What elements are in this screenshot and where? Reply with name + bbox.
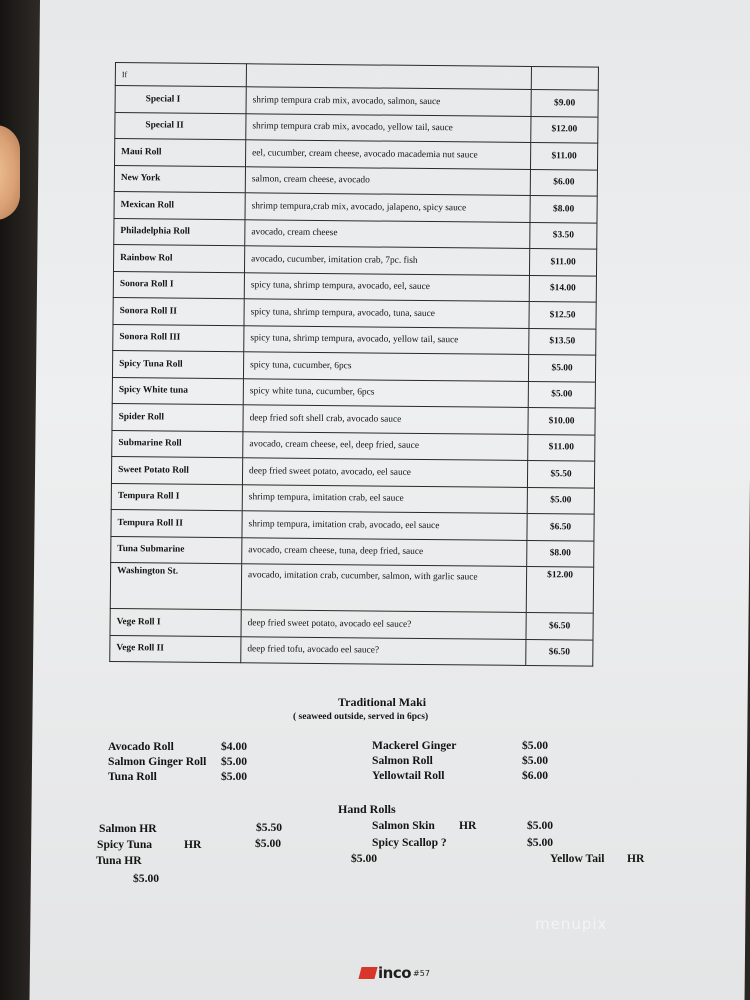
roll-description: spicy white tuna, cucumber, 6pcs: [243, 378, 528, 407]
roll-price: $11.00: [530, 142, 597, 169]
salmon-hr: Salmon HR: [99, 822, 157, 835]
table-row: [110, 635, 593, 666]
roll-price: $5.00: [528, 354, 595, 381]
roll-name: Tempura Roll I: [111, 483, 242, 511]
roll-name: Spicy Tuna Roll: [112, 350, 243, 378]
roll-description: avocado, cream cheese, eel, deep fried, sauce: [243, 431, 528, 460]
roll-price: $6.50: [526, 639, 593, 666]
maki-item-price: $5.00: [522, 739, 549, 752]
maki-item-name: Salmon Ginger Roll: [108, 755, 207, 768]
roll-description: deep fried sweet potato, avocado eel sauce?: [241, 610, 526, 639]
salmon-hr-price: $5.50: [256, 821, 283, 834]
watermark: menupix: [535, 915, 608, 933]
maki-item-price: $5.00: [221, 770, 248, 783]
roll-price: $13.50: [529, 328, 596, 355]
roll-name: Maui Roll: [115, 139, 246, 167]
maki-item-price: $6.00: [522, 769, 549, 782]
roll-description: avocado, cucumber, imitation crab, 7pc. fish: [244, 246, 529, 275]
footer-logo: [360, 964, 430, 982]
roll-description: shrimp tempura crab mix, avocado, salmon, sauce: [246, 87, 531, 116]
roll-price: $9.00: [531, 89, 598, 116]
roll-price: $11.00: [528, 434, 595, 461]
roll-description: spicy tuna, cucumber, 6pcs: [243, 352, 528, 381]
roll-name: Rainbow Rol: [113, 244, 244, 272]
roll-price: $6.00: [530, 169, 597, 196]
tuna-hr: Tuna HR: [96, 854, 142, 867]
logo-number: #57: [413, 968, 430, 978]
roll-name: Submarine Roll: [112, 430, 243, 458]
roll-name: Sonora Roll I: [113, 271, 244, 299]
roll-price: $12.00: [531, 116, 598, 143]
roll-price: $8.00: [530, 195, 597, 222]
salmon-skin-price: $5.00: [527, 819, 554, 832]
roll-description: deep fried soft shell crab, avocado sauce: [243, 405, 528, 434]
maki-item-price: $5.00: [522, 754, 549, 767]
roll-price: $11.00: [529, 248, 596, 275]
roll-price: $14.00: [529, 275, 596, 302]
roll-price: $12.50: [529, 301, 596, 328]
spicy-scallop-price: $5.00: [527, 836, 554, 849]
spicy-scallop: Spicy Scallop ?: [372, 836, 447, 849]
roll-description: avocado, cream cheese: [245, 219, 530, 248]
yellow-tail: Yellow Tail: [550, 852, 605, 865]
roll-description: spicy tuna, shrimp tempura, avocado, tuna, sauce: [244, 299, 529, 328]
roll-description: deep fried tofu, avocado eel sauce?: [241, 636, 526, 665]
roll-name: Spider Roll: [112, 403, 243, 431]
maki-title: Traditional Maki: [338, 695, 427, 709]
roll-name: New York: [114, 165, 245, 193]
salmon-skin-hr: HR: [459, 819, 477, 832]
roll-description: deep fried sweet potato, avocado, eel sauce: [242, 458, 527, 487]
roll-description: shrimp tempura, imitation crab, eel sauce: [242, 484, 527, 513]
maki-item-name: Mackerel Ginger: [372, 739, 457, 752]
roll-name: Sweet Potato Roll: [111, 456, 242, 484]
maki-item-name: Tuna Roll: [108, 770, 157, 783]
roll-price: $6.50: [527, 513, 594, 540]
roll-name: Tuna Submarine: [111, 536, 242, 564]
hand-rolls-title: Hand Rolls: [338, 802, 396, 816]
roll-description: salmon, cream cheese, avocado: [245, 166, 530, 195]
table-row: [110, 562, 593, 613]
maki-item-name: Yellowtail Roll: [372, 769, 445, 782]
maki-subtitle: ( seaweed outside, served in 6pcs): [293, 712, 429, 722]
rolls-table: [109, 62, 599, 667]
roll-description: shrimp tempura crab mix, avocado, yellow tail, sauce: [246, 113, 531, 142]
tuna-hr-price: $5.00: [133, 872, 160, 885]
roll-name: Philadelphia Roll: [114, 218, 245, 246]
roll-name: Sonora Roll II: [113, 297, 244, 325]
roll-description: spicy tuna, shrimp tempura, avocado, yellow tail, sauce: [244, 325, 529, 354]
roll-price: $5.50: [527, 460, 594, 487]
spicy-tuna-hr-label: HR: [184, 838, 202, 851]
roll-description: shrimp tempura, imitation crab, avocado, eel sauce: [242, 511, 527, 540]
logo-text: inco: [378, 964, 412, 982]
roll-description: avocado, imitation crab, cucumber, salmon, with garlic sauce: [241, 564, 526, 613]
roll-price: $10.00: [528, 407, 595, 434]
roll-price: $5.00: [527, 487, 594, 514]
roll-description: spicy tuna, shrimp tempura, avocado, eel, sauce: [244, 272, 529, 301]
salmon-skin: Salmon Skin: [372, 819, 435, 832]
roll-name: Washington St.: [110, 562, 241, 609]
maki-item-name: Avocado Roll: [108, 740, 174, 753]
maki-item-price: $5.00: [221, 755, 248, 768]
roll-price: $8.00: [527, 540, 594, 567]
hand-roll-price: $5.00: [351, 852, 378, 865]
roll-name: Special I: [115, 86, 246, 114]
header-cell: [246, 64, 531, 90]
spicy-tuna-hr: Spicy Tuna: [97, 838, 153, 851]
spicy-tuna-hr-price: $5.00: [255, 837, 282, 850]
roll-price: $6.50: [526, 612, 593, 639]
roll-price: $3.50: [530, 222, 597, 249]
roll-name: Tempura Roll II: [111, 509, 242, 537]
logo-mark-icon: [358, 967, 377, 979]
roll-name: Sonora Roll III: [113, 324, 244, 352]
roll-name: Spicy White tuna: [112, 377, 243, 405]
roll-price: $12.00: [526, 566, 593, 613]
roll-name: Special II: [115, 112, 246, 140]
roll-price: $5.00: [528, 381, 595, 408]
roll-name: Mexican Roll: [114, 191, 245, 219]
roll-description: avocado, cream cheese, tuna, deep fried, sauce: [242, 537, 527, 566]
maki-item-price: $4.00: [221, 740, 248, 753]
roll-description: eel, cucumber, cream cheese, avocado macademia nut sauce: [246, 140, 531, 169]
maki-item-name: Salmon Roll: [372, 754, 433, 767]
roll-description: shrimp tempura,crab mix, avocado, jalapeno, spicy sauce: [245, 193, 530, 222]
roll-name: Vege Roll II: [110, 635, 241, 663]
finger: [0, 125, 20, 220]
roll-name: Vege Roll I: [110, 608, 241, 636]
yellow-tail-hr: HR: [627, 852, 645, 865]
header-mark: If: [115, 63, 246, 87]
header-cell: [531, 66, 598, 90]
